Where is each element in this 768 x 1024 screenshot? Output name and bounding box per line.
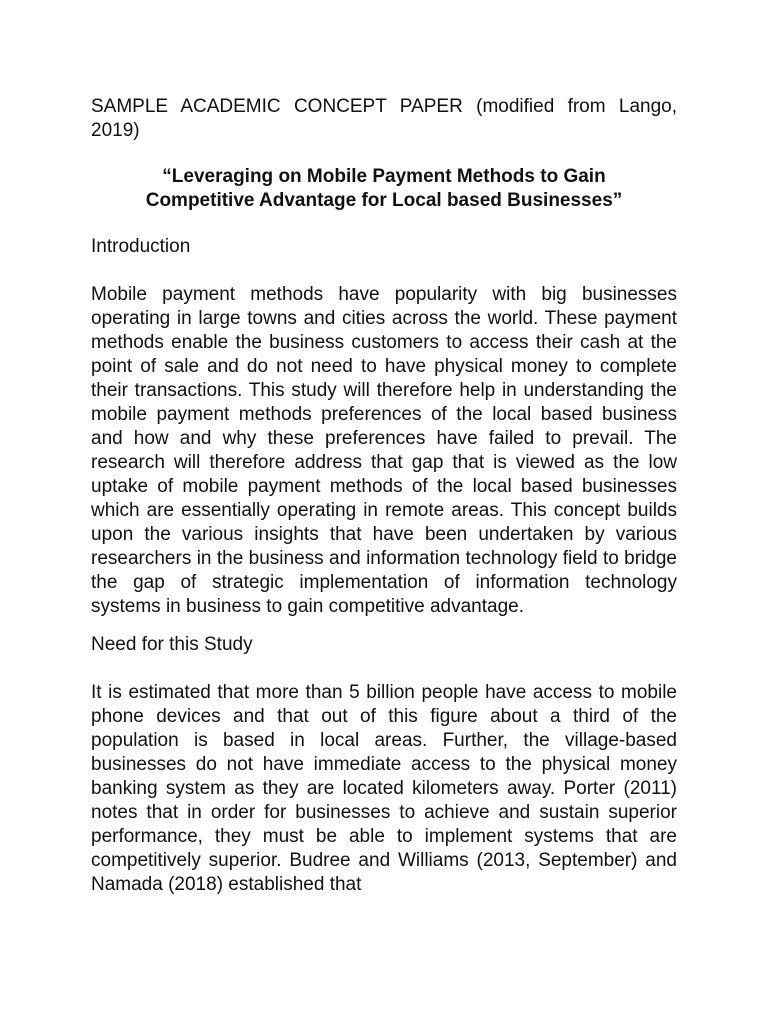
paper-title [91, 165, 677, 213]
paper-title-line-1: “Leveraging on Mobile Payment Methods to Gain [162, 166, 606, 187]
introduction-paragraph: Mobile payment methods have popularity with big businesses operating in large towns and cities across the world. These payment methods enable the business customers to access their cash at the point of sale and do not need to have physical money to complete their transactions. This study will therefore help in understanding the mobile payment methods preferences of the local based business and how and why these preferences have failed to prevail. The research will therefore address that gap that is viewed as the low uptake of mobile payment methods of the local based businesses which are essentially operating in remote areas. This concept builds upon the various insights that have been undertaken by various researchers in the business and information technology field to bridge the gap of strategic implementation of information technology systems in business to gain competitive advantage. [91, 284, 677, 617]
section-heading-need-for-study: Need for this Study [91, 634, 253, 655]
document-page [91, 95, 677, 897]
section-heading-introduction: Introduction [91, 236, 191, 257]
need-for-study-paragraph: It is estimated that more than 5 billion people have access to mobile phone devices and that out of this figure about a third of the population is based in local areas. Further, the village-based businesses do not have immediate access to the physical money banking system as they are located kilometers away. Porter (2011) notes that in order for businesses to achieve and sustain superior performance, they must be able to implement systems that are competitively superior. Budree and Williams (2013, September) and Namada (2018) established that [91, 682, 677, 895]
paper-title-line-2: Competitive Advantage for Local based Businesses” [145, 190, 623, 211]
document-header: SAMPLE ACADEMIC CONCEPT PAPER (modified from Lango, 2019) [91, 96, 677, 141]
